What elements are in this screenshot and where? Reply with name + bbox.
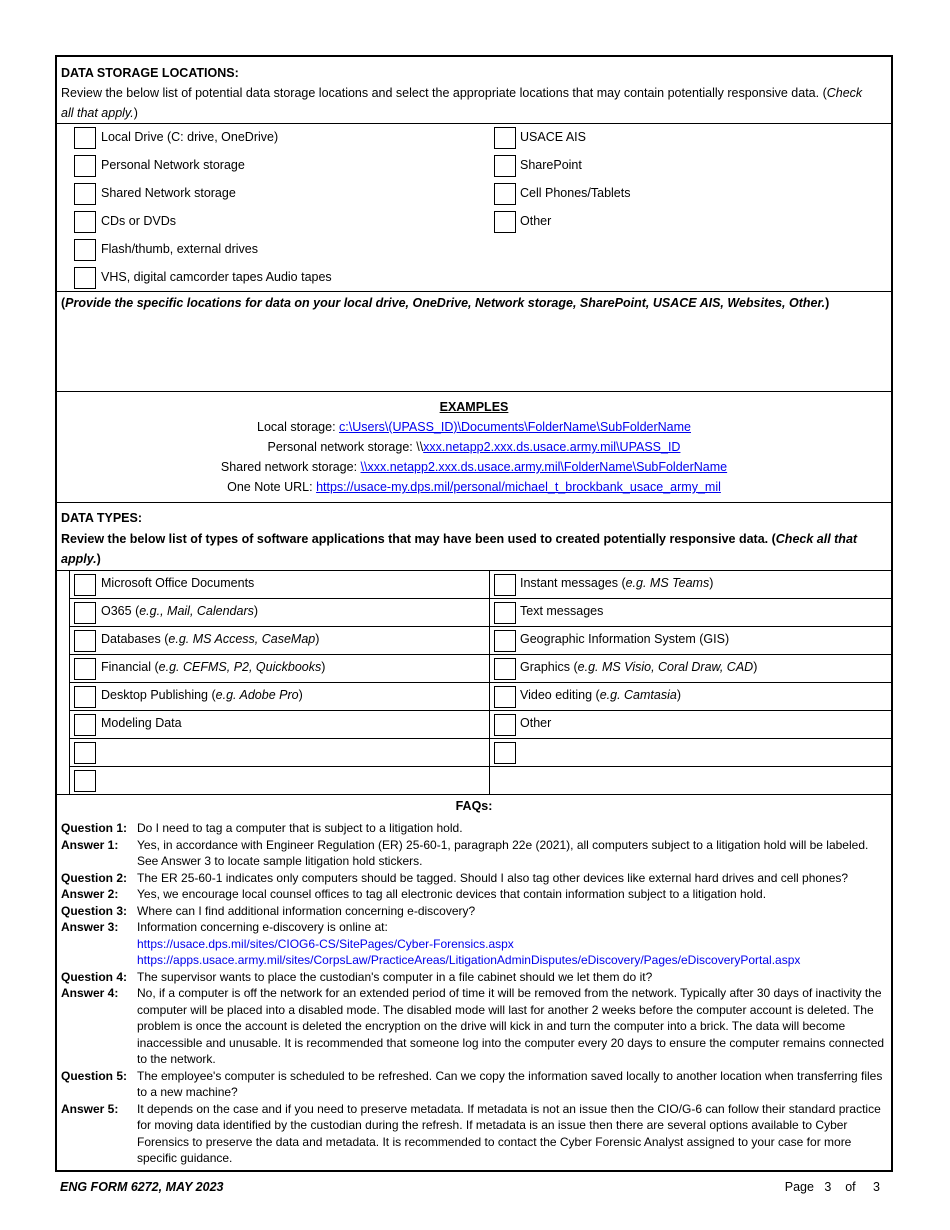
types-instruction: Review the below list of types of software applications that may have been used to created potentially responsive data. (Check all that apply.) [61,531,858,566]
examples-section [57,392,891,503]
examples-title: EXAMPLES [439,400,509,414]
types-row [69,739,891,767]
type-checkbox[interactable] [494,602,516,624]
type-option-label: Geographic Information System (GIS) [520,632,730,646]
type-option-label: O365 (e.g., Mail, Calendars) [101,604,259,618]
types-row [69,627,891,655]
answer-2: Answer 2: Yes, we encourage local counsel offices to tag all electronic devices that contain information subject to a litigation hold. [61,887,767,901]
types-grid [57,571,891,795]
answer-3: Answer 3: Information concerning e-discovery is online at: https://usace.dps.mil/sites/CIOG6-CS/SitePages/Cyber-Forensics.aspx https://apps.usace.army.mil/sites/CorpsLaw/PracticeAreas/LitigationAdminDisputes/eDiscovery/Pages/eDiscoveryPortal.aspx [61,920,801,967]
storage-checkbox[interactable] [74,211,96,233]
answer-1: Answer 1: Yes, in accordance with Engineer Regulation (ER) 25-60-1, paragraph 22e (2021), all computers subject to a litigation hold will be labeled. See Answer 3 to locate sample litigation hold stickers. [61,837,869,868]
example-personal: Personal network storage: \\xxx.netapp2.xxx.ds.usace.army.mil\UPASS_ID [267,440,681,454]
types-row [69,571,891,599]
storage-instruction: Review the below list of potential data storage locations and select the appropriate locations that may contain potentially responsive data. (Check all that apply.) [61,86,863,120]
types-row [69,683,891,711]
type-option-label: Instant messages (e.g. MS Teams) [520,576,714,590]
type-option-label: Other [520,716,552,730]
storage-checkbox[interactable] [74,183,96,205]
type-option-label: Video editing (e.g. Camtasia) [520,688,681,702]
example-shared: Shared network storage: \\xxx.netapp2.xxx.ds.usace.army.mil\FolderName\SubFolderName [220,460,728,474]
type-checkbox[interactable] [74,602,96,624]
type-option-label: Databases (e.g. MS Access, CaseMap) [101,632,320,646]
storage-header [57,57,891,124]
types-row [69,767,891,795]
types-row [69,655,891,683]
storage-option-label: Cell Phones/Tablets [520,186,631,200]
local-path-link[interactable]: c:\Users\(UPASS_ID)\Documents\FolderName\SubFolderName [339,420,691,434]
storage-option-label: SharePoint [520,158,582,172]
onenote-url-link[interactable]: https://usace-my.dps.mil/personal/michael_t_brockbank_usace_army_mil [316,480,721,494]
type-checkbox[interactable] [494,630,516,652]
type-option-label: Desktop Publishing (e.g. Adobe Pro) [101,688,303,702]
question-4: Question 4: The supervisor wants to place the custodian's computer in a file cabinet should we let them do it? [61,969,653,984]
storage-option-label: Flash/thumb, external drives [101,242,259,256]
shared-path-link[interactable]: \\xxx.netapp2.xxx.ds.usace.army.mil\FolderName\SubFolderName [360,460,728,474]
form-id: ENG FORM 6272, MAY 2023 [60,1180,224,1194]
types-header [57,503,891,571]
types-title: DATA TYPES: [61,511,143,525]
storage-option-label: Other [520,214,552,228]
storage-option-label: Shared Network storage [101,186,236,200]
storage-checkbox[interactable] [494,183,516,205]
question-3: Question 3: Where can I find additional information concerning e-discovery? [61,903,476,918]
storage-option-label: USACE AIS [520,130,586,144]
type-checkbox[interactable] [74,742,96,764]
faqs-title: FAQs: [455,799,493,813]
storage-option-label: CDs or DVDs [101,214,177,228]
question-1: Question 1: Do I need to tag a computer that is subject to a litigation hold. [61,821,463,835]
storage-option-label: Local Drive (C: drive, OneDrive) [101,130,279,144]
type-option-label: Modeling Data [101,716,182,730]
types-row [69,599,891,627]
storage-checkbox[interactable] [74,239,96,261]
type-checkbox[interactable] [494,742,516,764]
storage-checkbox[interactable] [74,127,96,149]
answer-5: Answer 5: It depends on the case and if you need to preserve metadata. If metadata is not an issue then the CIO/G-6 can follow their standard practice for moving data identified by the custodian during the refresh. If metadata is an issue then there are several options available to Cyber Forensics to preserve the data and metadata. It is recommended to contact the Cyber Forensic Analyst assigned to your case for more specific guidance. [61,1101,881,1165]
cyber-forensics-link[interactable]: https://usace.dps.mil/sites/CIOG6-CS/SitePages/Cyber-Forensics.aspx [137,936,514,951]
answer-4: Answer 4: No, if a computer is off the network for an extended period of time it will be removed from the network. Typically after 30 days of inactivity the computer will be placed into a disabled mode. The disabled mode will last for another 2 weeks before the computer account is deleted. The problem is once the account is deleted the encryption on the drive will kick in and turn the computer into a brick. The data will become inaccessible and unusable. It is recommended that someone log into the computer every 20 days to ensure the computer remains connected to the network. [61,986,885,1066]
type-checkbox[interactable] [494,686,516,708]
type-checkbox[interactable] [74,686,96,708]
type-checkbox[interactable] [494,574,516,596]
storage-checkbox[interactable] [494,127,516,149]
example-local: Local storage: c:\Users\(UPASS_ID)\Documents\FolderName\SubFolderName [257,420,691,434]
faq-list [61,820,887,1167]
specific-locations-prompt: (Provide the specific locations for data on your local drive, OneDrive, Network storage, SharePoint, USACE AIS, Websites, Other.) [61,296,830,310]
storage-title: DATA STORAGE LOCATIONS: [61,66,239,80]
type-checkbox[interactable] [74,630,96,652]
type-option-label: Microsoft Office Documents [101,576,255,590]
type-checkbox[interactable] [74,658,96,680]
storage-option-label: Personal Network storage [101,158,245,172]
storage-checklist [57,124,891,292]
question-2: Question 2: The ER 25-60-1 indicates only computers should be tagged. Should I also tag other devices like external hard drives and cell phones? [61,870,849,885]
type-option-label: Text messages [520,604,604,618]
question-5: Question 5: The employee's computer is scheduled to be refreshed. Can we copy the information saved locally to another location when transferring files to a new machine? [61,1068,883,1099]
storage-checkbox[interactable] [494,155,516,177]
specific-locations-area[interactable] [57,292,891,392]
page-indicator: Page 3 of 3 [784,1180,880,1194]
example-onenote: One Note URL: https://usace-my.dps.mil/personal/michael_t_brockbank_usace_army_mil [227,480,721,494]
storage-checkbox[interactable] [74,267,96,289]
type-checkbox[interactable] [494,714,516,736]
type-checkbox[interactable] [74,714,96,736]
storage-option-label: VHS, digital camcorder tapes Audio tapes [101,270,332,284]
type-checkbox[interactable] [74,770,96,792]
storage-checkbox[interactable] [494,211,516,233]
type-option-label: Graphics (e.g. MS Visio, Coral Draw, CAD) [520,660,758,674]
form-page [55,55,893,1172]
type-option-label: Financial (e.g. CEFMS, P2, Quickbooks) [101,660,326,674]
personal-path-link[interactable]: xxx.netapp2.xxx.ds.usace.army.mil\UPASS_ID [423,440,681,454]
types-row [69,711,891,739]
type-checkbox[interactable] [74,574,96,596]
storage-checkbox[interactable] [74,155,96,177]
ediscovery-portal-link[interactable]: https://apps.usace.army.mil/sites/CorpsLaw/PracticeAreas/LitigationAdminDisputes/eDiscovery/Pages/eDiscoveryPortal.aspx [137,953,801,967]
type-checkbox[interactable] [494,658,516,680]
